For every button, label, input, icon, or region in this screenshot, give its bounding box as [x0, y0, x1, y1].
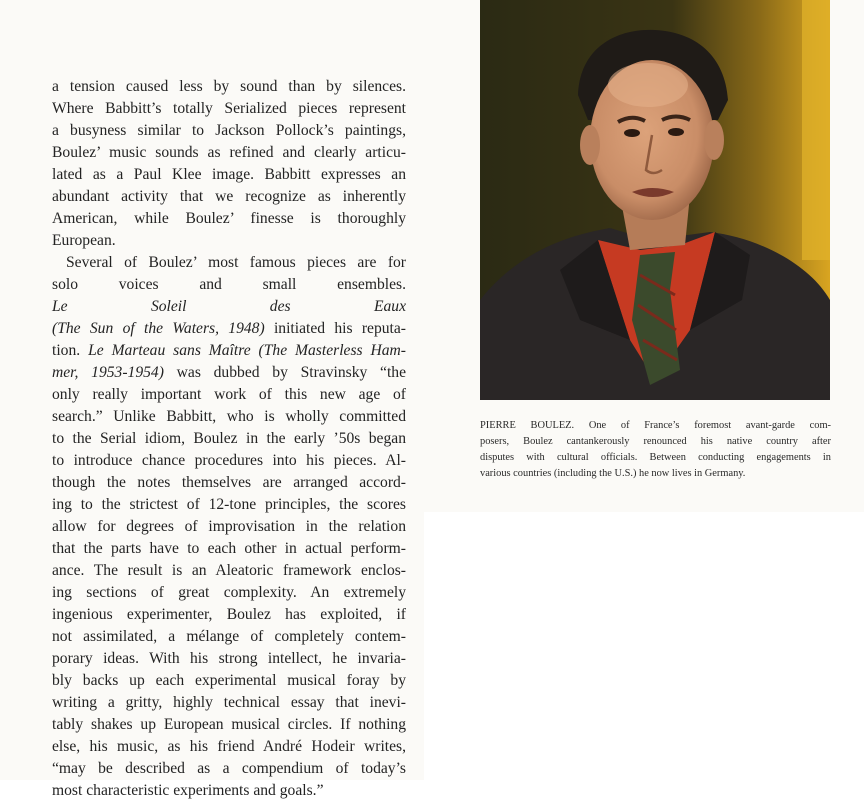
body-fragment: was dubbed by Stravinsky “the [163, 364, 406, 381]
right-page-bottom [424, 512, 864, 780]
body-line: a tension caused less by sound than by silences. [52, 78, 406, 95]
body-line: porary ideas. With his strong intellect, he invaria- [52, 650, 406, 667]
portrait-illustration [480, 0, 830, 400]
body-line: Where Babbitt’s totally Serialized pieces represent [52, 100, 406, 117]
body-line: ance. The result is an Aleatoric framework enclos- [52, 562, 406, 579]
portrait-photo [480, 0, 830, 400]
body-line: “may be described as a compendium of today’s [52, 760, 406, 777]
body-line-mixed [52, 296, 406, 318]
body-line: writing a gritty, highly technical essay that inevi- [52, 694, 406, 711]
body-line: search.” Unlike Babbitt, who is wholly committed [52, 408, 406, 425]
right-eye [668, 128, 684, 136]
work-title: (The Sun of the Waters, 1948) [52, 320, 265, 337]
body-fragment: tion. [52, 342, 81, 359]
right-ear [704, 120, 724, 160]
caption-line: various countries (including the U.S.) he now lives in Germany. [480, 468, 746, 479]
background-light [802, 0, 830, 260]
body-line-mixed [52, 362, 406, 384]
body-line: most characteristic experiments and goals.” [52, 782, 324, 799]
work-title: Le Marteau sans Maître (The Masterless Ham- [88, 342, 406, 359]
body-line: only really important work of this new age of [52, 386, 406, 403]
body-line: that the parts have to each other in actual perform- [52, 540, 406, 557]
body-line: Several of Boulez’ most famous pieces are for [66, 254, 406, 271]
body-fragment: initiated his reputa- [264, 320, 406, 337]
body-line: American, while Boulez’ finesse is thoroughly [52, 210, 406, 227]
forehead-highlight [608, 63, 688, 107]
body-line: abundant activity that we recognize as inherently [52, 188, 406, 205]
body-line: solo voices and small ensembles. [52, 276, 406, 293]
body-line-mixed [52, 318, 406, 340]
body-line: bly backs up each experimental musical foray by [52, 672, 406, 689]
body-line: a busyness similar to Jackson Pollock’s paintings, [52, 122, 406, 139]
body-line: not assimilated, a mélange of completely contem- [52, 628, 406, 645]
body-line: ing to the strictest of 12-tone principles, the scores [52, 496, 406, 513]
body-line: tably shakes up European musical circles. If nothing [52, 716, 406, 733]
body-line: to the Serial idiom, Boulez in the early ’50s began [52, 430, 406, 447]
caption-line: posers, Boulez cantankerously renounced his native country after [480, 436, 831, 447]
caption-line: disputes with cultural officials. Between conducting engagements in [480, 452, 831, 463]
caption-line: PIERRE BOULEZ. One of France’s foremost avant-garde com- [480, 420, 831, 431]
left-ear [580, 125, 600, 165]
body-line: European. [52, 232, 116, 249]
body-line: though the notes themselves are arranged accord- [52, 474, 406, 491]
body-line: allow for degrees of improvisation in the relation [52, 518, 406, 535]
body-line: lated as a Paul Klee image. Babbitt expresses an [52, 166, 406, 183]
photo-caption [480, 418, 831, 482]
body-line: to introduce chance procedures into his pieces. Al- [52, 452, 406, 469]
body-line: else, his music, as his friend André Hodeir writes, [52, 738, 406, 755]
body-line: Boulez’ music sounds as refined and clearly articu- [52, 144, 406, 161]
work-title: mer, 1953-1954) [52, 364, 164, 381]
body-line-mixed [52, 340, 406, 362]
article-body [52, 76, 406, 802]
left-eye [624, 129, 640, 137]
body-line: ing sections of great complexity. An extremely [52, 584, 406, 601]
work-title: Le Soleil des Eaux [52, 298, 406, 315]
body-line: ingenious experimenter, Boulez has exploited, if [52, 606, 406, 623]
